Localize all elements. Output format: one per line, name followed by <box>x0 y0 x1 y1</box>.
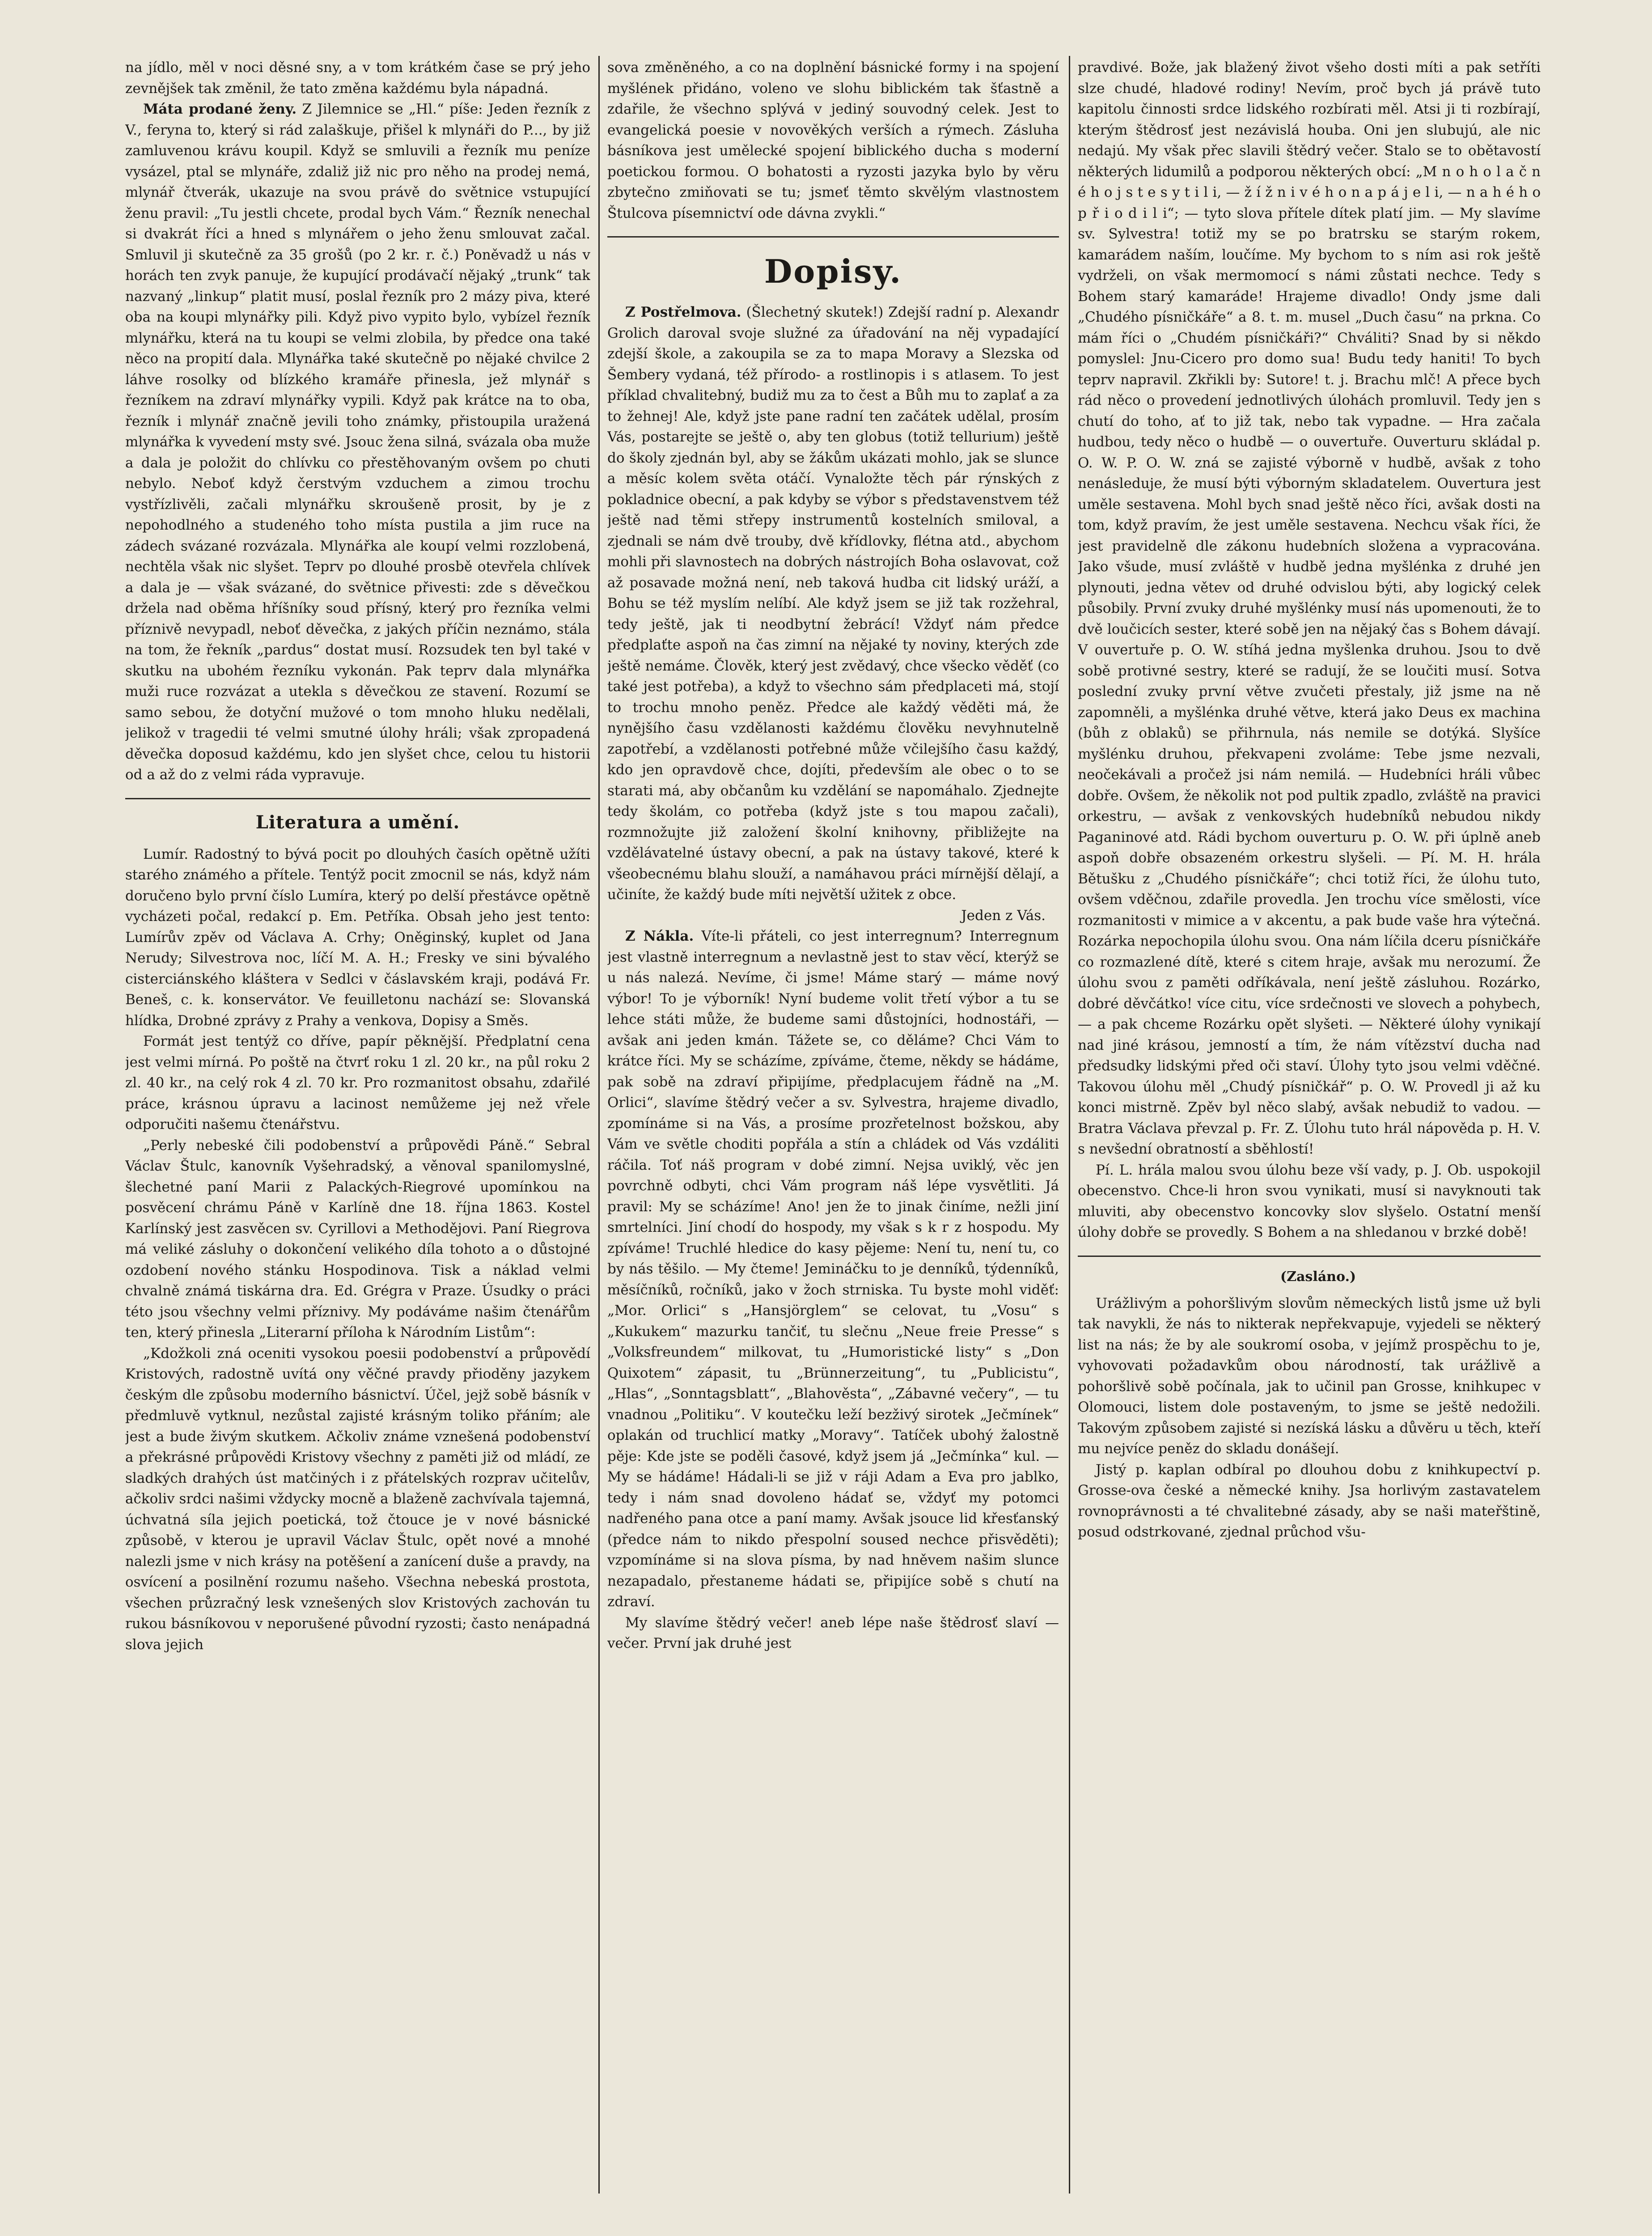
letter-z-nakla <box>607 926 1059 1612</box>
article-continuation: na jídlo, měl v noci děsné sny, a v tom krátkém čase se prý jeho zevnějšek tak změnil, že tato změna každému byla nápadná. <box>125 59 590 97</box>
letter-signature: Jeden z Vás. <box>961 907 1046 924</box>
letter-z-postrelmova <box>607 302 1059 905</box>
article-zaslano: Urážlivým a pohoršlivým slovům německých listů jsme už byli tak navykli, že nás to nikterak nepřekvapuje, vyjedeli se některý list na nás; že by ale soukromí osoba, v jejímž prospěchu to je, vyhovovati požadavkům obou národností, tak urážlivě a pohoršlivě sobě počínala, jak to učinil pan Grosse, knihkupec v Olomouci, listem dole postaveným, to jsme se ještě nedožili. Takovým způsobem zajisté si nezíská lásku a důvěru u těch, kteří mu nejvíce peněz do skladu donášejí. <box>1078 1295 1541 1457</box>
column-1 <box>125 57 590 2196</box>
article-zaslano-continued: Jistý p. kaplan odbíral po dlouhou dobu z knihkupectví p. Grosse-ova české a německé knihy. Jsa horlivým zastavatelem rovnoprávnosti a té chvalitebné zásady, aby se naši mateřštině, posud odstrkované, zjednal průchod všu- <box>1078 1461 1541 1540</box>
column-3 <box>1078 57 1541 2196</box>
article-lumir-price: Formát jest tentýž co dříve, papír pěknější. Předplatní cena jest velmi mírná. Po poště na čtvrť roku 1 zl. 20 kr., na půl roku 2 zl. 40 kr., na celý rok 4 zl. 70 kr. Pro rozmanitost obsahu, zdařilé práce, krásnou úpravu a lacinost nemůžeme jej než vřele odporučiti našemu čtenářstvu. <box>125 1033 590 1133</box>
section-heading-literatura: Literatura a umění. <box>255 811 460 833</box>
letter-z-nakla-continued: My slavíme štědrý večer! aneb lépe naše štědrosť slaví — večer. První jak druhé jest <box>607 1614 1059 1651</box>
letter-text: Víte-li přáteli, co jest interregnum? Interregnum jest vlastně interregnum a nevlastně jest to stav věcí, kterýž se u nás nalezá. Nevíme, či jsme! Máme starý — máme nový výbor! To je výborník! Nyní budeme volit třetí výbor a tu se lehce státi může, že budeme sami důstojníci, hodnostáři, — avšak ani jeden kmán. Tážete se, co děláme? Chci Vám to krátce říci. My se scházíme, zpíváme, čteme, někdy se hádáme, pak sobě na zdraví připijíme, předplacujem řádně na „M. Orlici“, slavíme štědrý večer a sv. Sylvestra, hrajeme divadlo, zpomínáme si na Vás, a prosíme prozřetelnost božskou, aby Vám ve světle choditi popřála a stín a chládek od Vás vzdáliti ráčila. Toť náš program v dobé zimní. Nejsa uviklý, věc jen povrchně odbyti, chci Vám program náš lépe vysvětliti. Já pravil: My se scházíme! Ano! jen že to jinak činíme, nežli jiní smrtelníci. Jiní chodí do hospody, my však s k r z hospodu. My zpíváme! Truchlé hledice do kasy pějeme: Není tu, není tu, co by nás těšilo. — My čteme! Jemináčku to je denníků, týdenníků, měsíčníků, ročníků, jako v žoch strniska. Tu byste mohl viděť: „Mor. Orlici“ s „Hansjörglem“ se celovat, tu „Vosu“ s „Kukukem“ mazurku tančiť, tu slečnu „Neue freie Presse“ s „Volksfreundem“ milkovat, tu „Humoristické listy“ s „Don Quixotem“ zápasit, tu „Brünnerzeitung“, tu „Publicistu“, „Hlas“, „Sonntagsblatt“, „Blahověsta“, „Zábavné večery“, — tu vnadnou „Politiku“. V koutečku leží bezživý sirotek „Ječmínek“ oplakán od truchlicí matky „Moravy“. Tatíček ubohý žalostně pěje: Kde jste se poděli časové, když jsem já „Ječmínka“ kul. — My se hádáme! Hádali-li se již v ráji Adam a Eva pro jablko, tedy i nám snad dovoleno hádať se, vždyť my potomci nadřeného pana otce a paní mamy. Avšak jsouce lid křesťanský (předce nám to nikdo přespolní soused nechce přisvěděti); vzpomínáme si na slova písma, by nad hněvem našim slunce nezapadalo, přestaneme hádati se, připijíce sobě s chutí na zdraví. <box>607 928 1059 1610</box>
column-2 <box>607 57 1059 2196</box>
section-heading-zaslano: (Zasláno.) <box>1280 1269 1356 1285</box>
article-review-continuation: sova změněného, a co na doplnění básnické formy i na spojení myšlének přidáno, voleno ve slohu biblickém tak šťastně a zdařile, že všechno splývá v jediný souvodný celek. Jest to evangelická poesie v novověkých verších a rýmech. Zásluha básníkova jest umělecké spojení biblického ducha s moderní poetickou formou. O bohatosti a ryzosti jazyka bylo by věru zbytečno zmiňovati se tu; jsmeť těmto skvělým vlastnostem Štulcova písemnictví ode dávna zvykli.“ <box>607 59 1059 221</box>
section-heading-dopisy: Dopisy. <box>764 252 902 290</box>
letter-lead: Z Postřelmova. <box>625 304 741 320</box>
section-divider <box>607 236 1059 238</box>
article-lead: Máta prodané ženy. <box>143 101 297 117</box>
article-review-quote: „Kdožkoli zná oceniti vysokou poesii podobenství a průpovědí Kristových, radostně uvítá ony věčné pravdy přioděny jazykem českým dle způsobu moderního básnictví. Účel, jejž sobě básník v předmluvě vytknul, nezůstal zajisté krásným toliko přáním; ale jest a bude živým skutkem. Ačkoliv známe vznešená podobenství a překrásné průpovědi Kristovy všechny z paměti již od mládí, ze sladkých drahých úst matčiných i z přátelských rozprav učitelův, ačkoliv srdci našimi vždycky mocně a blaženě zachvívala tajemná, úchvatná síla jejich poetická, tož čtouce je v nové básnické způsobě, v kterou je upravil Václav Štulc, opět nové a mnohé nalezli jsme v nich krásy na potěšení a zanícení duše a pravdy, na osvícení a posilnění rozumu našeho. Všechna nebeská prostota, všechen průzračný lesk vznešených slov Kristových zachován tu rukou básníkovou v neporušené původní ryzosti; často nenápadná slova jejich <box>125 1345 590 1653</box>
letter-lead: Z Nákla. <box>625 928 694 944</box>
article-mata-prodane-zeny <box>125 99 590 785</box>
letter-continuation: pravdivé. Bože, jak blažený život všeho dosti míti a pak setříti slze chudé, hladové rodiny! Nevím, proč bych já právě tuto kapitolu činnosti srdce lidského rozbírati měl. Atsi ji ti rozbírají, kterým štědrosť jest nezávislá houba. Oni jen slubujú, ale nic nedajú. My však přec slavili štědrý večer. Stalo se to obětavostí některých lidumilů a podporou některých obcí: „M n o h o l a č n é h o j s t e s y t i l i, — ž í ž n i v é h o n a p á j e l i, — n a h é h o p ř i o d i l i“; — tyto slova přítele dítek platí jim. — My slavíme sv. Sylvestra! totiž my se po bratrsku se starým rokem, kamarádem naším, loučíme. My bychom to s ním asi rok ještě vydrželi, on však mermomocí s námi zůstati nechce. Tedy s Bohem starý kamaráde! Hrajeme divadlo! Ondy jsme dali „Chudého písničkáře“ a 8. t. m. musel „Duch času“ na prkna. Co mám říci o „Chudém písničkáři?“ Chváliti? Snad by si někdo pomyslel: Jnu-Cicero pro domo sua! Budu tedy haniti! To bych teprv napravil. Zkřikli by: Sutore! t. j. Brachu mlč! A přece bych rád něco o provedení jednotlivých úlohách promluvil. Tedy jen s chutí do toho, ať to již tak, nebo tak vypadne. — Hra začala hudbou, tedy něco o hudbě — o ouvertuře. Ouverturu skládal p. O. W. P. O. W. zná se zajisté výborně v hudbě, avšak z toho nenásleduje, že musí býti výborným skladatelem. Ouvertura jest uměle sestavena. Mohl bych snad ještě něco říci, avšak dosti na tom, když pravím, že jest uměle sestavena. Nechcu však říci, že jest pravidelně dle zákonu hudebních složena a vypracována. Jako všude, musí zvláště v hudbě jedna myšlénka z druhé jen plynouti, jedna větev od druhé odvislou býti, aby logický celek působily. První zvuky druhé myšlénky musí nás upomenouti, že to dvě loučicích sester, které sobě jen na nějaký čas s Bohem dávají. V ouvertuře p. O. W. stíhá jedna myšlenka druhou. Jsou to dvě sobě protivné sestry, které se radují, že se loučiti musí. Sotva poslední zvuky první větve zvučeti přestaly, již jsme na ně zapomněli, a myšlénka druhé větve, která jako Deus ex machina (bůh z oblaků) se přihrnula, nás nemile se dotýká. Slyšíce myšlénku druhou, překvapeni zvoláme: Tebe jsme nezvali, neočekávali a pročež jsi nám nemilá. — Hudebníci hráli vůbec dobře. Ovšem, že několik not pod pultik zpadlo, zvláště na pravici orkestru, — avšak z venkovských hudebníků nebudou nikdy Paganinové atd. Rádi bychom ouverturu p. O. W. při úplně aneb aspoň dobře obsazeném orkestru slyšeli. — Pí. M. H. hrála Bětušku z „Chudého písničkáře“; chci totiž říci, že úlohu tuto, ovšem vděčnou, zdařile provedla. Jen trochu více smělosti, více rozmanitosti v mimice a v akcentu, a pak bude vaše hra výtečná. Rozárka nepochopila úlohu svou. Ona nám líčila dceru písničkáře co rozmazlené dítě, které s citem hraje, avšak mu nerozumí. Že úlohu svou z paměti odříkávala, není ještě zásluhou. Rozárko, dobré děvčátko! více citu, více srdečnosti ve slovech a pohybech, — a pak chceme Rozárku opět slyšeti. — Některé úlohy vynikají nad jiné krásou, jemností a tím, že nám vítězství ducha nad předsudky lidskými před oči staví. Úlohy tyto jsou velmi vděčné. Takovou úlohu měl „Chudý písničkář“ p. O. W. Provedl ji až ku konci mistrně. Zpěv byl něco slabý, avšak nebudiž to vadou. — Bratra Václava převzal p. Fr. Z. Úlohu tuto hrál nápověda p. H. V. s nevšední obratností a sběhlostí! <box>1078 59 1541 1157</box>
article-text: Z Jilemnice se „Hl.“ píše: Jeden řezník z V., feryna to, který si rád zalaškuje, přišel k mlynáři do P..., by již zamluvenou krávu koupil. Když se smluvili a řezník mu peníze vysázel, ptal se mlynáře, zdaliž již nic pro něho na prodej nemá, mlynář čtverák, ukazuje na svou právě do světnice vstupující ženu pravil: „Tu jestli chcete, prodal bych Vám.“ Řezník nenechal si dvakrát říci a hned s mlynářem o jeho ženu smlouvat začal. Smluvil ji skutečně za 35 grošů (po 2 kr. r. č.) Poněvadž u nás v horách ten zvyk panuje, že kupující prodávačí nějaký „trunk“ tak nazvaný „linkup“ platit musí, poslal řezník pro 2 mázy piva, které oba na koupi mlynářky pili. Když pivo vypito bylo, vybízel řezník mlynářku, která na tu koupi se velmi zlobila, by předce ona také něco na propití dala. Mlynářka také skutečně po nějaké chvilce 2 láhve rosolky od blízkého kramáře přinesla, jež mlynář s řezníkem na zdraví mlynářky vypili. Když pak krátce na to oba, řezník i mlynář značně jevili toho známky, přistoupila uražená mlynářka k vyvedení msty své. Jsouc žena silná, svázala oba muže a dala je položit do chlívku co přestěhovaným ovšem po chuti nebylo. Neboť když čerstvým vzduchem a zimou trochu vystřízlivěli, začali mlynářku skroušeně prosit, by je z nepohodlného a studeného toho místa pustila a jim ruce na zádech svázané rozvázala. Mlynářka ale koupí velmi rozzlobená, nechtěla však nic slyšet. Teprv po dlouhé prosbě otevřela chlívek a dala je — však svázané, do světnice přivesti: zde s děvečkou držela nad oběma hříšníky soud přísný, který pro řezníka velmi příznivě nevypadl, neboť děvečka, z jakých příčin neznámo, stála na tom, že řekník „pardus“ dostat musí. Rozsudek ten byl také v skutku na ubohém řezníku vykonán. Pak teprv dala mlynářka muži ruce rozvázat a utekla s děvečkou ze stavení. Rozumí se samo sebou, že dotyční mužové o tom mnoho hluku nedělali, jelikož v tragedii té velmi smutné úlohy hráli; však zpropadená děvečka doposud každému, kdo jen slyšet chce, celou tu historii od a až do z velmi ráda vypravuje. <box>125 101 590 783</box>
letter-closing: Pí. L. hrála malou svou úlohu beze vší vady, p. J. Ob. uspokojil obecenstvo. Chce-li hron svou vynikati, musí si navyknouti tak mluviti, aby obecenstvo koncovky slov slyšelo. Ostatní menší úlohy dobře se provedly. S Bohem a na shledanou v brzké době! <box>1078 1162 1541 1240</box>
column-rule-left <box>598 56 600 2194</box>
section-divider <box>1078 1256 1541 1257</box>
section-divider <box>125 798 590 799</box>
article-lumir: Lumír. Radostný to bývá pocit po dlouhých časích opětně užíti starého známého a přítele. Tentýž pocit zmocnil se nás, když nám doručeno bylo první číslo Lumíra, který po delší přestávce opětně vycházeti počal, redakcí p. Em. Petříka. Obsah jeho jest tento: Lumírův zpěv od Václava A. Crhy; Oněginský, kuplet od Jana Nerudy; Silvestrova noc, líčí M. A. H.; Fresky ve sini bývalého cisterciánského kláštera v Sedlci v čáslavském kraji, podává Fr. Beneš, c. k. konservátor. Ve feuilletonu nachází se: Slovanská hlídka, Drobné zprávy z Prahy a venkova, Dopisy a Směs. <box>125 846 590 1029</box>
article-perly-nebeske: „Perly nebeské čili podobenství a průpovědi Páně.“ Sebral Václav Štulc, kanovník Vyšehradský, a věnoval spanilomyslné, šlechetné paní Marii z Palackých-Riegrové upomínkou na posvěcení chrámu Páně v Karlíně dne 18. října 1863. Kostel Karlínský jest zasvěcen sv. Cyrillovi a Methodějovi. Paní Riegrova má veliké zásluhy o dokončení velikého díla tohoto a o důstojné ozdobení nového stánku Hospodinova. Tisk a náklad velmi chvalně známá tiskárna dra. Ed. Grégra v Praze. Úsudky o práci této jsou všechny velmi příznivy. My podáváme našim čtenářům ten, který přinesla „Literarní příloha k Národním Listům“: <box>125 1137 590 1341</box>
letter-text: (Šlechetný skutek!) Zdejší radní p. Alexandr Grolich daroval svoje služné za úřadování na něj vypadající zdejší škole, a zakoupila se za to mapa Moravy a Slezska od Šembery vydaná, též přírodo- a rostlinopis i s atlasem. To jest příklad chvalitebný, budiž mu za to čest a Bůh mu to zaplať a za to žehnej! Ale, když jste pane radní ten začátek udělal, prosím Vás, postarejte se ještě o, aby ten globus (totiž tellurium) ještě do školy zjednán byl, aby se žákům ukázati mohlo, jak se slunce a měsíc kolem světa otáčí. Vynaložte těch pár rýnských z pokladnice obecní, a pak kdyby se výbor s představenstvem též ještě nad těmi střepy instrumentů kostelních smiloval, a zjednali se nám dvě trouby, dvě křídlovky, flétna atd., abychom mohli při slavnostech na dobrých nástrojích Boha oslavovat, což až posavade možná není, neb taková hudba cit lidský uráží, a Bohu se též myslím nelíbí. Ale když jsem se již tak rozžehral, tedy ještě, jak ti neodbytní žebrácí! Vždyť nám předce předplaťte aspoň na čas zimní na nějaké ty noviny, kterých zde ještě nemáme. Člověk, který jest zvědavý, chce všecko věděť (co také jest potřeba), a když to všechno sám předplaceti má, stojí to trochu mnoho peněz. Předce ale každý věděti má, že nynějšího času vzdělanosti každému člověku nevyhnutelně zapotřebí, a vzdělanosti potřebné může včilejšího času každý, kdo jen opravdově chce, dojíti, především ale obec o to se starati má, aby občanům ku vzdělání se napomáhalo. Zjednejte tedy školám, co potřeba (když jste s tou mapou začali), rozmnožujte již založení školní knihovny, přibližejte na vzdělávatelné ústavy obecní, a pak na ústavy takové, které k všeobecnému blahu slouží, a namáhavou práci mírnější dělají, a učiníte, že každý bude míti největší užitek z obce. <box>607 304 1059 903</box>
column-rule-right <box>1069 56 1070 2194</box>
